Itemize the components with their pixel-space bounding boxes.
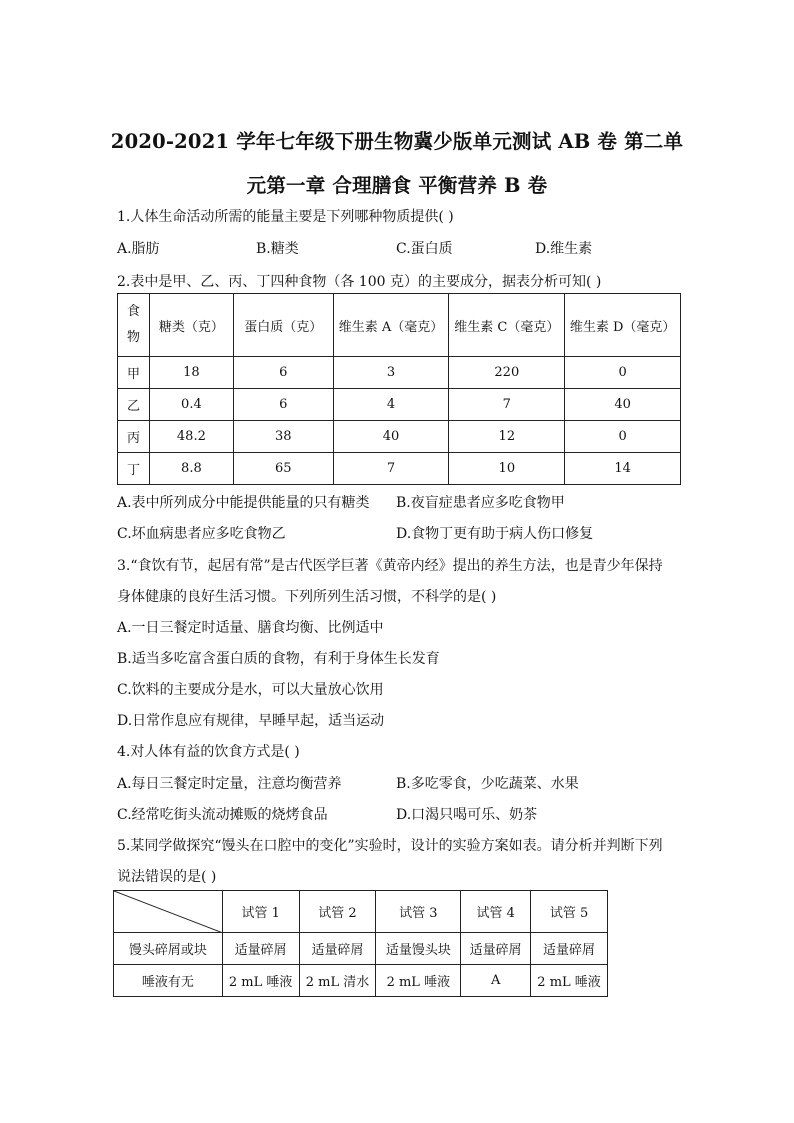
- table-cell: 0: [565, 421, 681, 453]
- q4-option-b: B.多吃零食，少吃蔬菜、水果: [396, 776, 579, 792]
- table-cell: 适量碎屑: [531, 933, 608, 965]
- table-cell: 丁: [118, 453, 150, 485]
- q4-option-a: A.每日三餐定时定量，注意均衡营养: [117, 776, 342, 792]
- q5-stem-line1: 5.某同学做探究“馒头在口腔中的变化”实验时，设计的实验方案如表。请分析并判断下列: [117, 838, 663, 854]
- table-cell: 乙: [118, 389, 150, 421]
- table-cell: 2 mL 唾液: [376, 965, 461, 997]
- q1-option-c: C.蛋白质: [396, 241, 453, 257]
- table-cell: 220: [449, 357, 565, 389]
- table-cell: 适量碎屑: [461, 933, 531, 965]
- table-cell: 7: [449, 389, 565, 421]
- table-header-food: [118, 294, 150, 357]
- q2-option-d: D.食物丁更有助于病人伤口修复: [396, 526, 594, 542]
- doc-title-line1: 2020-2021 学年七年级下册生物冀少版单元测试 AB 卷 第二单: [110, 130, 684, 153]
- table-cell: 馒头碎屑或块: [114, 933, 223, 965]
- table-header-cell: 试管 3: [376, 891, 461, 933]
- q4-option-d: D.口渴只喝可乐、奶茶: [396, 807, 538, 823]
- table-cell: 7: [333, 453, 449, 485]
- table-cell: 14: [565, 453, 681, 485]
- table-cell: 65: [233, 453, 333, 485]
- diagonal-line: [114, 891, 223, 933]
- table-cell: 甲: [118, 357, 150, 389]
- q2-nutrient-table: [117, 293, 681, 485]
- table-row: [118, 453, 681, 485]
- header-food-char2: 物: [126, 330, 140, 345]
- q3-stem-line2: 身体健康的良好生活习惯。下列所列生活习惯，不科学的是( ): [117, 589, 497, 605]
- table-cell: 38: [233, 421, 333, 453]
- table-cell: 适量碎屑: [222, 933, 299, 965]
- table-header-cell: 维生素 D（毫克）: [565, 294, 681, 357]
- table-header-cell: 试管 4: [461, 891, 531, 933]
- q5-stem-line2: 说法错误的是( ): [117, 869, 217, 885]
- header-food-char1: 食: [126, 304, 140, 319]
- table-cell: 2 mL 唾液: [531, 965, 608, 997]
- table-row: [118, 357, 681, 389]
- table-row: [118, 389, 681, 421]
- q3-option-d: D.日常作息应有规律，早睡早起，适当运动: [117, 713, 385, 729]
- diagonal-header-cell: [114, 891, 223, 933]
- table-header-cell: 维生素 C（毫克）: [449, 294, 565, 357]
- table-cell: 40: [333, 421, 449, 453]
- table-cell: 3: [333, 357, 449, 389]
- table-header-row: [114, 891, 608, 933]
- doc-title-line2: 元第一章 合理膳食 平衡营养 B 卷: [246, 174, 548, 197]
- table-cell: 10: [449, 453, 565, 485]
- table-header-cell: 维生素 A（毫克）: [333, 294, 449, 357]
- q1-option-d: D.维生素: [535, 241, 593, 257]
- table-cell: 2 mL 唾液: [222, 965, 299, 997]
- q4-stem: 4.对人体有益的饮食方式是( ): [117, 744, 300, 760]
- table-header-cell: 糖类（克）: [149, 294, 233, 357]
- table-cell: 丙: [118, 421, 150, 453]
- table-row: [114, 933, 608, 965]
- q2-option-a: A.表中所列成分中能提供能量的只有糖类: [117, 495, 370, 511]
- table-cell: 唾液有无: [114, 965, 223, 997]
- table-row: [114, 965, 608, 997]
- table-row: [118, 421, 681, 453]
- q1-stem: 1.人体生命活动所需的能量主要是下列哪种物质提供( ): [117, 209, 454, 225]
- table-cell: 48.2: [149, 421, 233, 453]
- q2-option-c: C.坏血病患者应多吃食物乙: [117, 526, 286, 542]
- q5-experiment-table: [113, 890, 608, 997]
- q2-option-b: B.夜盲症患者应多吃食物甲: [396, 495, 565, 511]
- q3-option-a: A.一日三餐定时适量、膳食均衡、比例适中: [117, 620, 384, 636]
- table-cell: 适量碎屑: [299, 933, 376, 965]
- table-cell: 6: [233, 389, 333, 421]
- table-cell: 8.8: [149, 453, 233, 485]
- q1-option-b: B.糖类: [256, 241, 299, 257]
- table-cell: 18: [149, 357, 233, 389]
- table-cell: 4: [333, 389, 449, 421]
- table-cell: 2 mL 清水: [299, 965, 376, 997]
- q2-stem: 2.表中是甲、乙、丙、丁四种食物（各 100 克）的主要成分，据表分析可知( ): [117, 274, 602, 290]
- table-header-cell: 蛋白质（克）: [233, 294, 333, 357]
- table-cell: 0: [565, 357, 681, 389]
- q1-option-a: A.脂肪: [117, 241, 160, 257]
- table-header-cell: 试管 5: [531, 891, 608, 933]
- q4-option-c: C.经常吃街头流动摊贩的烧烤食品: [117, 807, 328, 823]
- table-cell: 12: [449, 421, 565, 453]
- table-cell: 40: [565, 389, 681, 421]
- table-header-row: [118, 294, 681, 357]
- table-cell: 0.4: [149, 389, 233, 421]
- table-header-cell: 试管 1: [222, 891, 299, 933]
- q3-option-b: B.适当多吃富含蛋白质的食物，有利于身体生长发育: [117, 651, 440, 667]
- table-cell: 6: [233, 357, 333, 389]
- table-cell: A: [461, 965, 531, 997]
- q3-option-c: C.饮料的主要成分是水，可以大量放心饮用: [117, 682, 384, 698]
- table-cell: 适量馒头块: [376, 933, 461, 965]
- table-header-cell: 试管 2: [299, 891, 376, 933]
- q3-stem-line1: 3.“食饮有节，起居有常”是古代医学巨著《黄帝内经》提出的养生方法，也是青少年保持: [117, 558, 663, 574]
